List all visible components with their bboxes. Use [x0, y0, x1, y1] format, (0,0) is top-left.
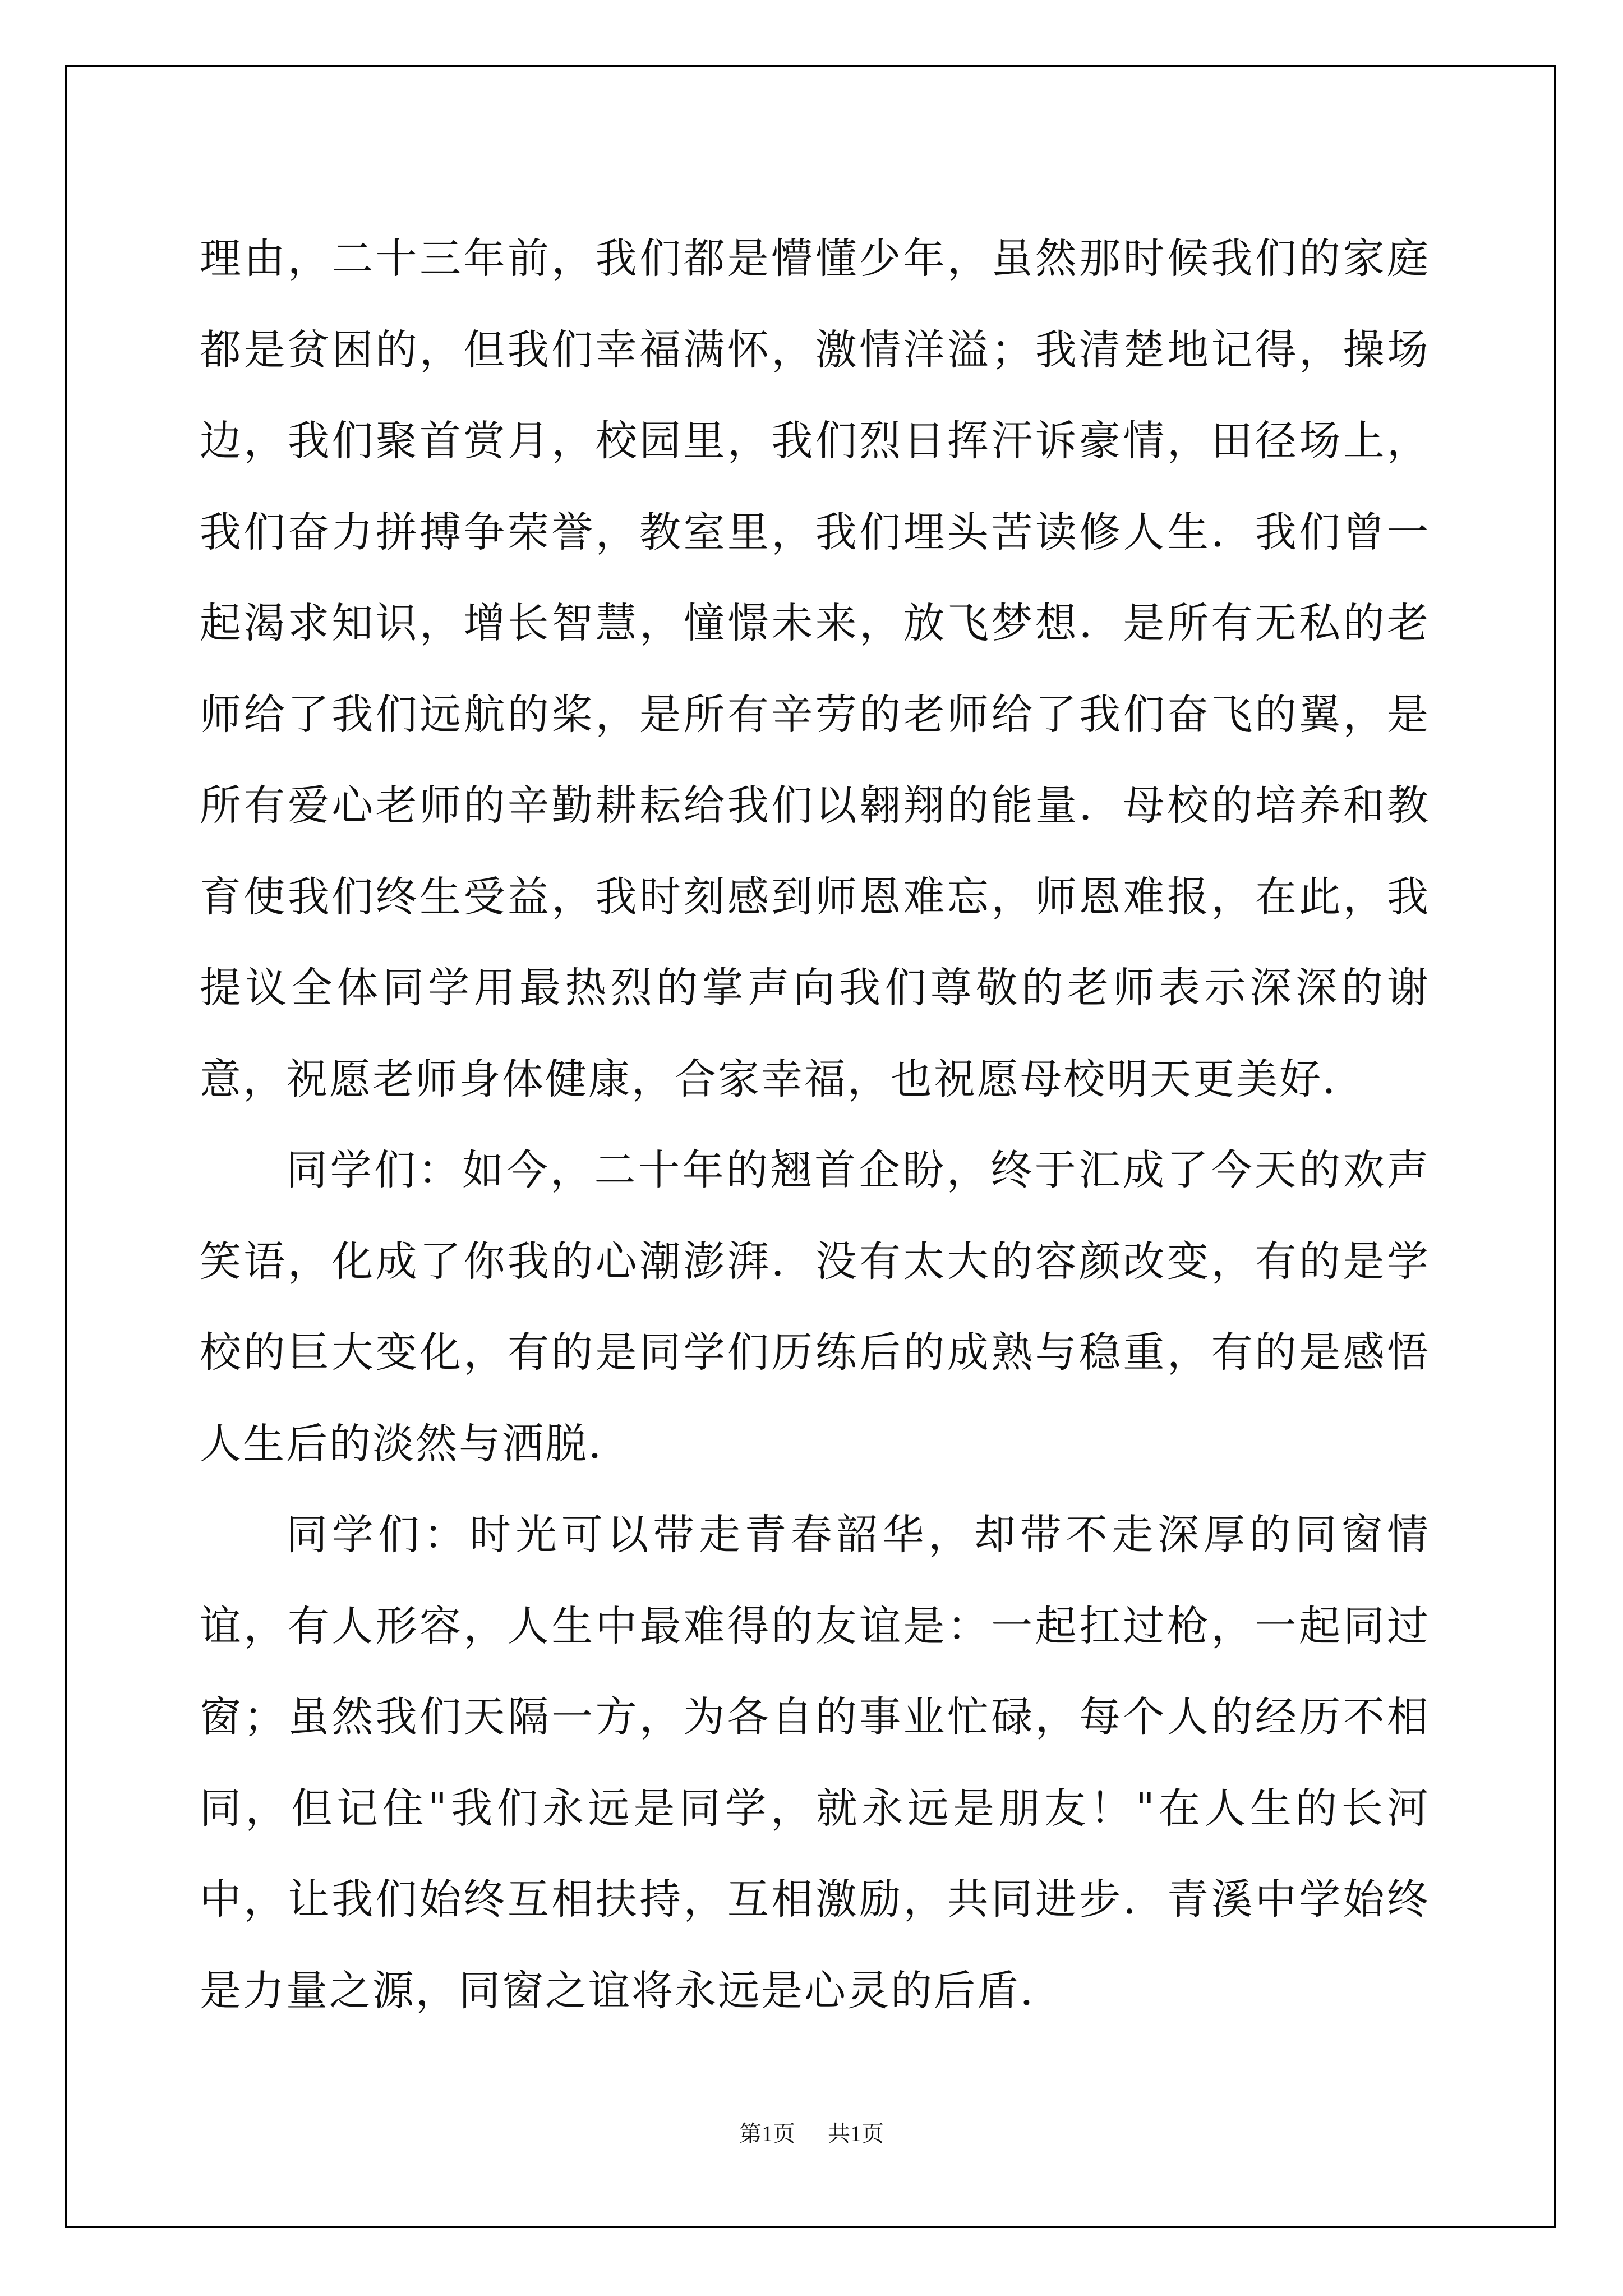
paragraph-1: 理由，二十三年前，我们都是懵懂少年，虽然那时候我们的家庭都是贫困的，但我们幸福满怀，激情洋溢；我清楚地记得，操场边，我们聚首赏月，校园里，我们烈日挥汗诉豪情，田径场上，我们奋力拼搏争荣誉，教室里，我们埋头苦读修人生．我们曾一起渴求知识，增长智慧，憧憬未来，放飞梦想．是所有无私的老师给了我们远航的桨，是所有辛劳的老师给了我们奋飞的翼，是所有爱心老师的辛勤耕耘给我们以翱翔的能量．母校的培养和教育使我们终生受益，我时刻感到师恩难忘，师恩难报，在此，我提议全体同学用最热烈的掌声向我们尊敬的老师表示深深的谢意，祝愿老师身体健康，合家幸福，也祝愿母校明天更美好． [200, 234, 1430, 1103]
page-number: 第1页 [739, 2121, 795, 2146]
paragraph-3: 同学们：时光可以带走青春韶华，却带不走深厚的同窗情谊，有人形容，人生中最难得的友谊是：一起扛过枪，一起同过窗；虽然我们天隔一方，为各自的事业忙碌，每个人的经历不相同，但记住"我们永远是同学，就永远是朋友！"在人生的长河中，让我们始终互相扶持，互相激励，共同进步．青溪中学始终是力量之源，同窗之谊将永远是心灵的后盾． [200, 1511, 1430, 2015]
page-footer [0, 2116, 1623, 2148]
document-body [200, 213, 1430, 2036]
page-total: 共1页 [828, 2121, 884, 2146]
paragraph-2: 同学们：如今，二十年的翘首企盼，终于汇成了今天的欢声笑语，化成了你我的心潮澎湃．没有太大的容颜改变，有的是学校的巨大变化，有的是同学们历练后的成熟与稳重，有的是感悟人生后的淡然与洒脱． [200, 1146, 1430, 1468]
